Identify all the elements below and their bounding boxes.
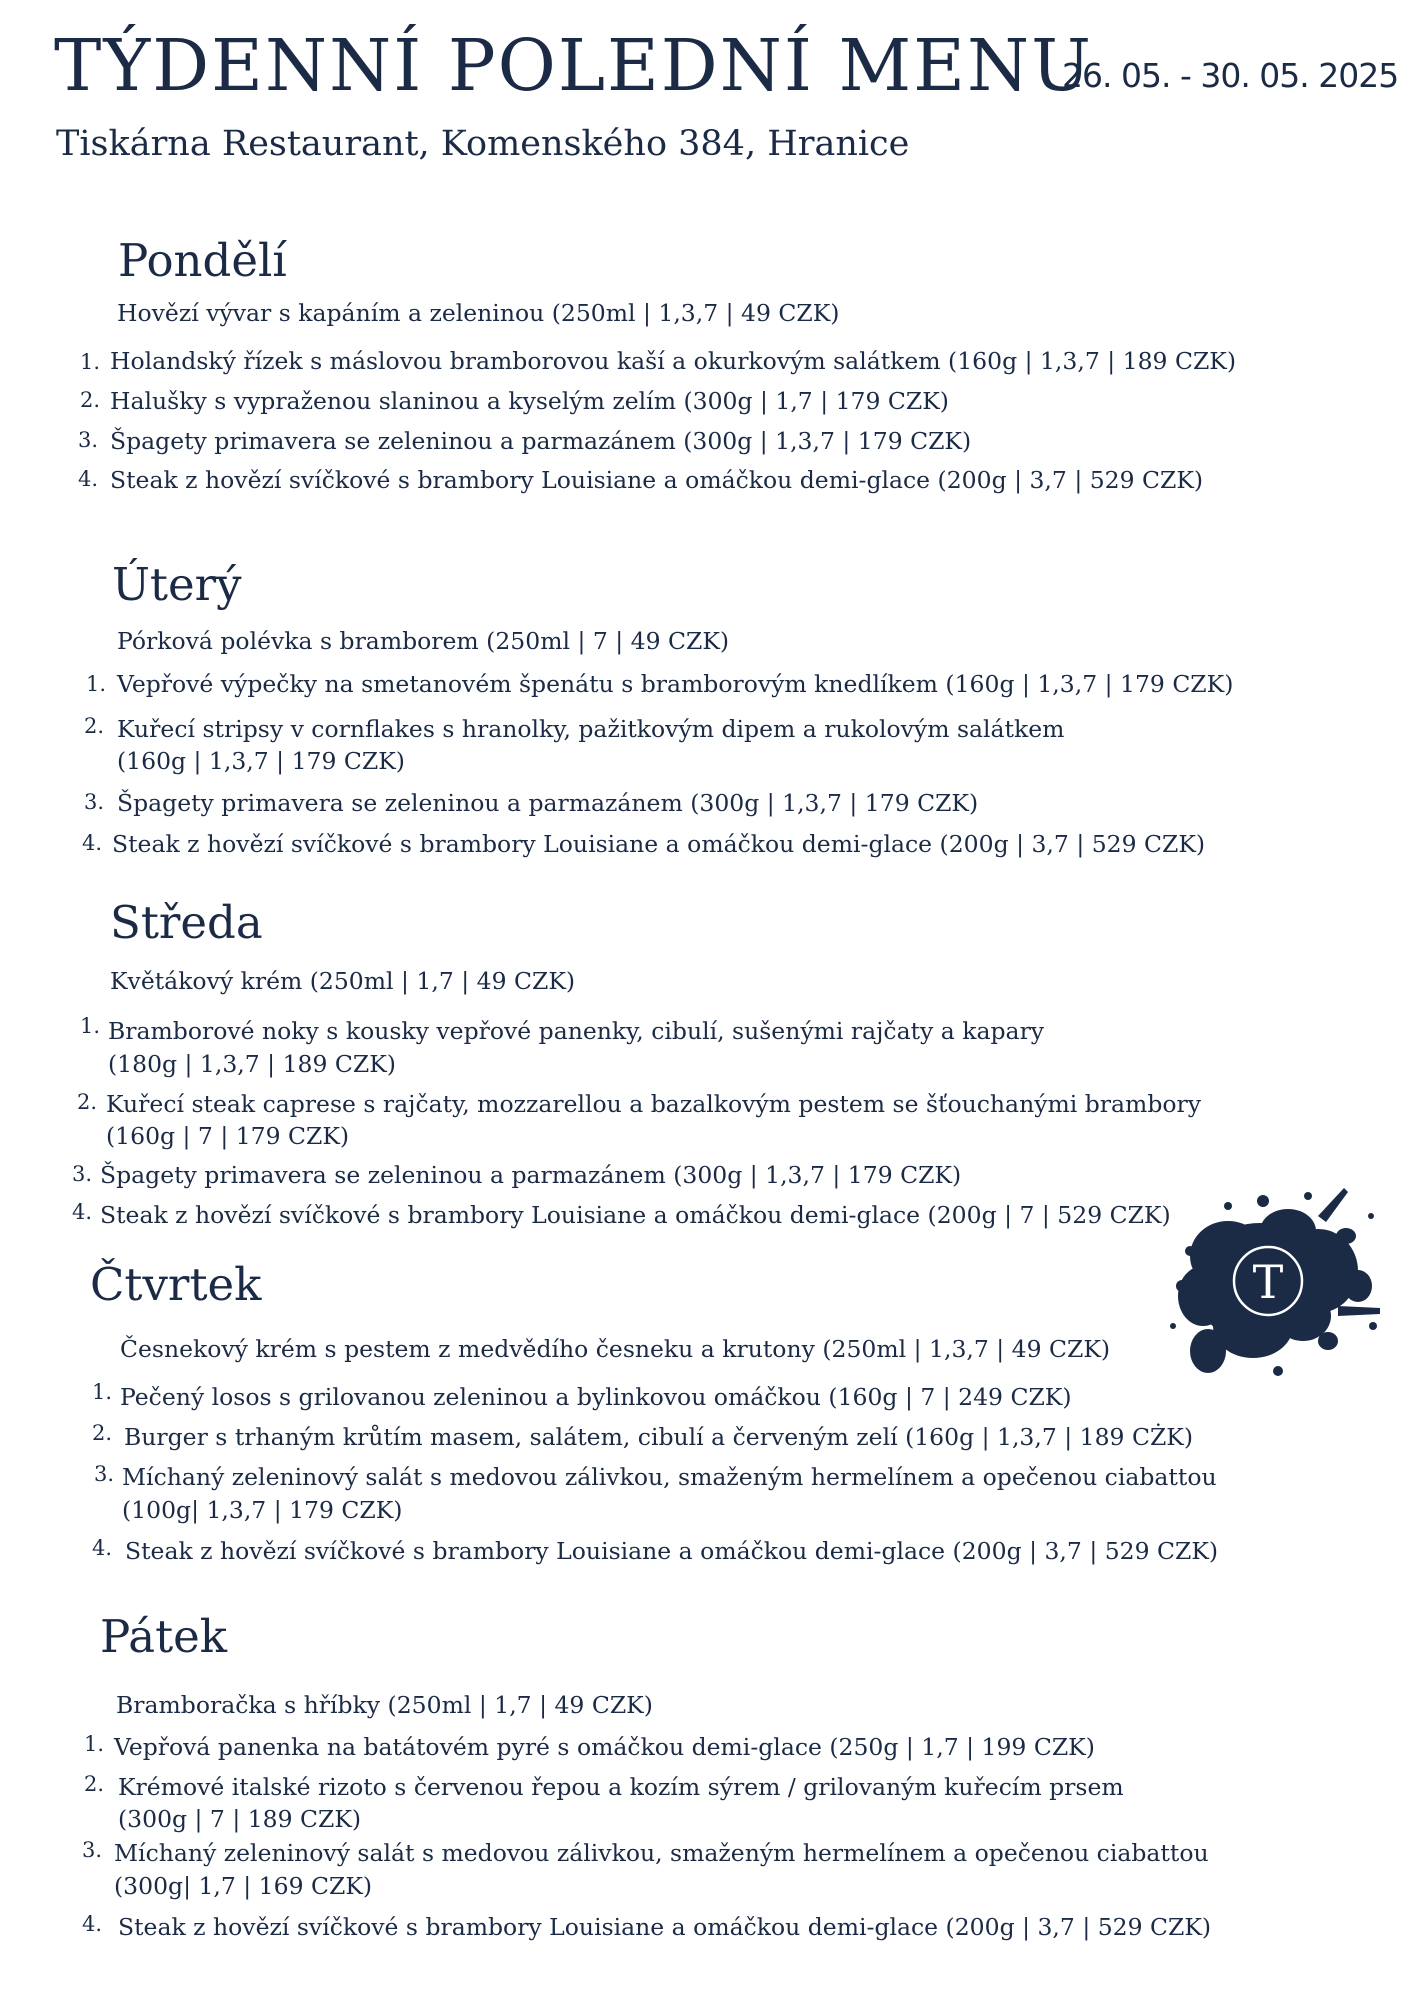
day-title: Čtvrtek (90, 1258, 262, 1311)
soup-item: Bramboračka s hříbky (250ml | 1,7 | 49 CZK) (116, 1691, 653, 1719)
page-title: TÝDENNÍ POLEDNÍ MENU (54, 24, 1093, 107)
menu-item: Steak z hovězí svíčkové s brambory Louisiane a omáčkou demi-glace (200g | 7 | 529 CZK) (100, 1201, 1171, 1229)
soup-item: Pórková polévka s bramborem (250ml | 7 | 49 CZK) (117, 627, 730, 655)
menu-item: Vepřová panenka na batátovém pyré s omáčkou demi-glace (250g | 1,7 | 199 CZK) (114, 1733, 1095, 1761)
menu-item: Špagety primavera se zeleninou a parmazánem (300g | 1,3,7 | 179 CZK) (117, 789, 979, 817)
date-range: 26. 05. - 30. 05. 2025 (1062, 56, 1399, 95)
menu-item: Špagety primavera se zeleninou a parmazánem (300g | 1,3,7 | 179 CZK) (100, 1161, 962, 1189)
menu-item: Kuřecí stripsy v cornflakes s hranolky, pažitkovým dipem a rukolovým salátkem (117, 715, 1065, 743)
menu-item: Kuřecí steak caprese s rajčaty, mozzarellou a bazalkovým pestem se šťouchanými brambory (106, 1090, 1202, 1118)
menu-item: Burger s trhaným krůtím masem, salátem, cibulí a červeným zelí (160g | 1,3,7 | 189 CŻK) (124, 1423, 1193, 1451)
menu-item: Míchaný zeleninový salát s medovou zálivkou, smaženým hermelínem a opečenou ciabattou (114, 1839, 1209, 1867)
menu-item-continuation: (300g| 1,7 | 169 CZK) (114, 1872, 373, 1900)
menu-item-continuation: (160g | 1,3,7 | 179 CZK) (117, 747, 405, 775)
item-number: 2. (80, 388, 101, 412)
menu-item: Míchaný zeleninový salát s medovou zálivkou, smaženým hermelínem a opečenou ciabattou (122, 1463, 1217, 1491)
item-number: 3. (78, 428, 99, 452)
soup-item: Hovězí vývar s kapáním a zeleninou (250ml | 1,3,7 | 49 CZK) (117, 299, 840, 327)
menu-item: Pečený losos s grilovanou zeleninou a bylinkovou omáčkou (160g | 7 | 249 CZK) (120, 1383, 1072, 1411)
logo-letter: T (1252, 1255, 1284, 1309)
item-number: 4. (92, 1536, 113, 1560)
item-number: 1. (86, 672, 107, 696)
day-title: Úterý (112, 558, 242, 611)
menu-item-continuation: (300g | 7 | 189 CZK) (118, 1805, 362, 1833)
menu-item: Steak z hovězí svíčkové s brambory Louisiane a omáčkou demi-glace (200g | 3,7 | 529 CZK) (110, 466, 1204, 494)
item-number: 3. (72, 1162, 93, 1186)
item-number: 2. (84, 714, 105, 738)
item-number: 4. (72, 1200, 93, 1224)
menu-item: Krémové italské rizoto s červenou řepou a kozím sýrem / grilovaným kuřecím prsem (118, 1773, 1124, 1801)
restaurant-logo-icon (1168, 1176, 1388, 1386)
item-number: 4. (78, 467, 99, 491)
item-number: 3. (94, 1462, 115, 1486)
item-number: 2. (84, 1772, 105, 1796)
item-number: 1. (80, 350, 101, 374)
item-number: 2. (92, 1421, 113, 1445)
menu-item: Bramborové noky s kousky vepřové panenky, cibulí, sušenými rajčaty a kapary (108, 1017, 1045, 1045)
restaurant-address: Tiskárna Restaurant, Komenského 384, Hranice (56, 124, 910, 164)
soup-item: Česnekový krém s pestem z medvědího česneku a krutony (250ml | 1,3,7 | 49 CZK) (120, 1335, 1111, 1363)
menu-item: Steak z hovězí svíčkové s brambory Louisiane a omáčkou demi-glace (200g | 3,7 | 529 CZK) (118, 1913, 1212, 1941)
item-number: 3. (84, 790, 105, 814)
menu-item-continuation: (100g| 1,3,7 | 179 CZK) (122, 1496, 403, 1524)
menu-item: Steak z hovězí svíčkové s brambory Louisiane a omáčkou demi-glace (200g | 3,7 | 529 CZK) (125, 1537, 1219, 1565)
menu-item: Holandský řízek s máslovou bramborovou kaší a okurkovým salátkem (160g | 1,3,7 | 189 CZK) (110, 347, 1236, 375)
item-number: 4. (82, 831, 103, 855)
soup-item: Květákový krém (250ml | 1,7 | 49 CZK) (110, 967, 576, 995)
day-title: Pondělí (118, 234, 287, 287)
menu-item-continuation: (160g | 7 | 179 CZK) (106, 1122, 350, 1150)
menu-item: Steak z hovězí svíčkové s brambory Louisiane a omáčkou demi-glace (200g | 3,7 | 529 CZK) (112, 830, 1206, 858)
item-number: 1. (92, 1380, 113, 1404)
item-number: 4. (82, 1912, 103, 1936)
item-number: 2. (77, 1090, 98, 1114)
menu-item: Špagety primavera se zeleninou a parmazánem (300g | 1,3,7 | 179 CZK) (110, 427, 972, 455)
menu-item-continuation: (180g | 1,3,7 | 189 CZK) (108, 1050, 396, 1078)
menu-item: Halušky s vypraženou slaninou a kyselým zelím (300g | 1,7 | 179 CZK) (110, 387, 949, 415)
day-title: Středa (110, 896, 263, 949)
item-number: 1. (80, 1014, 101, 1038)
menu-item: Vepřové výpečky na smetanovém špenátu s bramborovým knedlíkem (160g | 1,3,7 | 179 CZK) (117, 670, 1234, 698)
item-number: 3. (82, 1838, 103, 1862)
day-title: Pátek (100, 1610, 228, 1663)
item-number: 1. (84, 1732, 105, 1756)
